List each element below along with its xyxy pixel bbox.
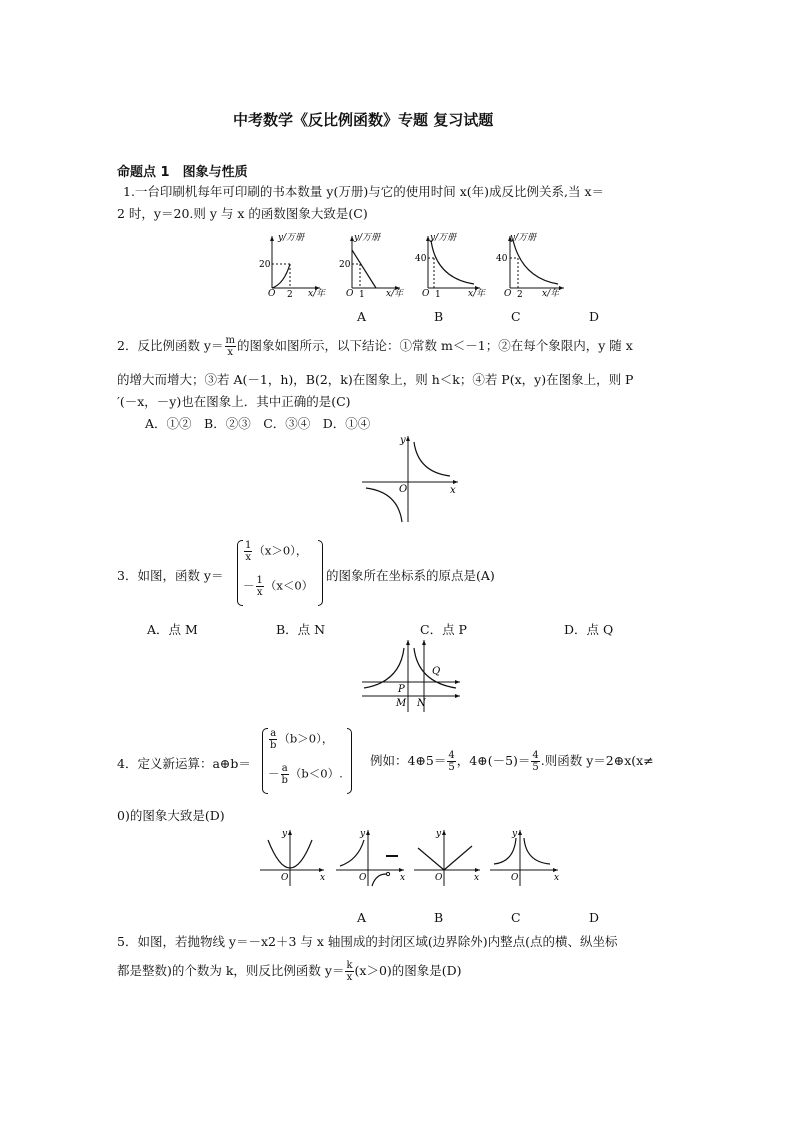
q2-text-line3: ′(－x，－y)也在图象上．其中正确的是(C) [117,394,351,409]
q1-a-origin: O [268,289,276,298]
q1-a-xlabel: x/年 [308,289,326,298]
q4-option-d: D [589,910,600,925]
q3-point-m: M [396,698,407,709]
q5-text-line2: 都是整数)的个数为 k，则反比例函数 y＝ $\frac{k}{x}$ (x＞0)的图象是(D) [117,960,462,983]
q1-text-line2: 2 时，y＝20.则 y 与 x 的函数图象大致是(C) [117,206,368,221]
q2-axis-y: y [400,435,406,446]
svg-text:x: x [474,873,480,883]
q4-graph-a [260,829,325,886]
q4-example: 例如：4⊕5＝ $\frac{4}{5}$ ，4⊕(－5)＝ $\frac{4}{5}$ .则函数 y＝2⊕x(x≠ [370,750,654,773]
q1-c-ytick: 40 [415,254,427,264]
q4-option-c: C [511,910,521,925]
svg-text:y: y [512,829,518,839]
svg-text:O: O [435,873,443,883]
q2-axis-x: x [450,485,456,496]
q3-tail: 的图象所在坐标系的原点是(A) [326,568,495,583]
q1-c-origin: O [422,289,430,298]
q1-a-ytick: 20 [259,260,271,270]
section-heading: 命题点 1 图象与性质 [117,165,248,180]
q4-right-brace [347,728,352,794]
q3-graph [360,638,464,714]
q2-rest1: 的图象如图所示，以下结论：①常数 m＜－1；②在每个象限内，y 随 x [236,338,633,353]
q4-lead: 4．定义新运算：a⊕b＝ [117,756,251,771]
q4-option-a: A [357,910,367,925]
q1-text-line1: 1.一台印刷机每年可印刷的书本数量 y(万册)与它的使用时间 x(年)成反比例关系,当 x＝ [123,184,604,199]
q4-case1: $\frac{a}{b}$ （b＞0）， [270,728,334,751]
q3-choice-a: A．点 M [147,622,198,637]
q1-d-origin: O [504,289,512,298]
q2-choices: A．①② B．②③ C．③④ D．①④ [145,416,371,431]
q1-c-ylabel: y/万册 [430,233,457,243]
q2-text-line1 [117,335,633,358]
q2-text-line2: 的增大而增大；③若 A(－1，h)，B(2，k)在图象上，则 h＜k；④若 P(x，y)在图象上，则 P [117,372,634,387]
q1-graph-b [339,232,404,298]
q4-case2: － $\frac{a}{b}$ （b＜0）. [268,763,343,786]
svg-text:x: x [400,873,406,883]
q1-graph-d [496,232,564,298]
q3-point-q: Q [432,666,441,677]
q3-choice-d: D．点 Q [564,622,614,637]
q1-d-xtick: 2 [517,290,523,298]
q1-c-xlabel: x/年 [468,289,486,298]
q1-b-xtick: 1 [359,290,365,298]
q1-b-origin: O [346,289,354,298]
page-title: 中考数学《反比例函数》专题 复习试题 [233,111,494,129]
q2-graph [360,432,466,524]
q3-choice-c: C．点 P [420,622,467,637]
svg-text:O: O [359,873,367,883]
q1-graph-c [415,232,486,298]
q1-d-ylabel: y/万册 [510,233,537,243]
q1-graph-a [259,232,326,298]
q1-option-a: A [357,309,367,324]
q1-option-d: D [589,309,600,324]
svg-text:y: y [436,829,442,839]
q1-graphs [248,228,578,298]
q5-text-line1: 5．如图，若抛物线 y＝－x2＋3 与 x 轴围成的封闭区域(边界除外)内整点(点的横、纵坐标 [117,934,618,949]
q2-origin: O [399,484,408,495]
q1-a-ylabel: y/万册 [278,233,305,243]
q4-option-b: B [434,910,444,925]
q3-lead: 3．如图，函数 y＝ [117,568,224,583]
svg-text:y: y [360,829,366,839]
q4-graph-b [336,829,405,886]
q3-point-n: N [417,698,426,709]
svg-text:y: y [282,829,288,839]
q1-d-ytick: 40 [496,254,508,264]
q1-a-xtick: 2 [287,290,293,298]
q1-option-c: C [511,309,521,324]
svg-text:x: x [320,873,326,883]
q2-lead: 2．反比例函数 y＝ [117,338,224,353]
q2-fraction: $\frac{m}{x}$ [225,335,235,358]
q3-case1: $\frac{1}{x}$ （x＞0）， [245,540,308,563]
svg-text:x: x [554,873,560,883]
svg-text:O: O [281,873,289,883]
q3-right-brace [318,540,323,606]
svg-text:O: O [511,873,519,883]
q3-point-p: P [398,684,405,695]
q4-graph-d [490,829,559,886]
q1-option-b: B [434,309,444,324]
q4-graphs [258,826,574,888]
q3-choice-b: B．点 N [276,622,326,637]
q1-c-xtick: 1 [435,290,441,298]
q4-text-line2: 0)的图象大致是(D) [117,808,225,823]
q3-case2: － $\frac{1}{x}$ （x＜0） [243,575,314,598]
q1-b-ytick: 20 [339,260,351,270]
q1-d-xlabel: x/年 [542,289,560,298]
q1-b-ylabel: y/万册 [354,233,381,243]
q4-graph-c [414,829,480,886]
q1-b-xlabel: x/年 [386,289,404,298]
